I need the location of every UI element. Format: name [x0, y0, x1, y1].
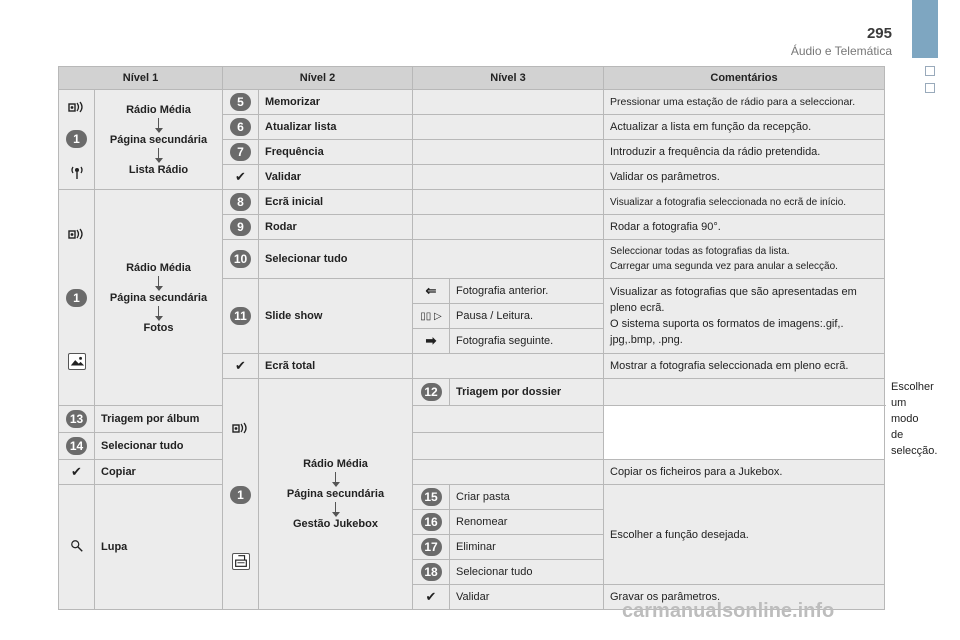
badge-17: 17 — [421, 538, 442, 556]
section-title: Áudio e Telemática — [790, 44, 892, 58]
radio-media-icon — [67, 225, 87, 243]
arrow-right-icon: ➡ — [413, 329, 450, 354]
header-level2: Nível 2 — [223, 67, 413, 90]
table-row — [59, 485, 885, 510]
level2-validar: Validar — [259, 165, 413, 190]
nav-box-1 — [925, 66, 935, 76]
level2-rodar: Rodar — [259, 215, 413, 240]
table-row — [59, 90, 885, 115]
level2-slide-show: Slide show — [259, 279, 413, 354]
comment: Validar os parâmetros. — [604, 165, 885, 190]
comment: Visualizar a fotografia seleccionada no ecrã de início. — [604, 190, 885, 215]
page-number: 295 — [866, 25, 892, 42]
level3-criar-pasta: Criar pasta — [450, 485, 604, 510]
comment: Pressionar uma estação de rádio para a seleccionar. — [604, 90, 885, 115]
table-row — [59, 406, 885, 433]
level1-photos: Fotos — [143, 321, 174, 334]
badge-7: 7 — [230, 143, 251, 161]
level1-radio-list: Lista Rádio — [128, 163, 189, 176]
level2-memorizar: Memorizar — [259, 90, 413, 115]
table-row — [59, 433, 885, 460]
jukebox-icon — [232, 553, 250, 570]
header-comments: Comentários — [604, 67, 885, 90]
check-icon: ✔ — [223, 165, 259, 190]
level1-radio-media: Rádio Média — [303, 458, 368, 470]
badge-9: 9 — [230, 218, 251, 236]
arrow-down-icon — [158, 148, 159, 162]
header-level3: Nível 3 — [413, 67, 604, 90]
level3-eliminar: Eliminar — [450, 535, 604, 560]
arrow-down-icon — [158, 276, 159, 290]
badge-11: 11 — [230, 307, 251, 325]
check-icon: ✔ — [59, 460, 95, 485]
level1-secondary-page: Página secundária — [109, 133, 208, 146]
badge-1: 1 — [66, 289, 87, 307]
table-header-row — [59, 67, 885, 90]
group1-level1 — [95, 90, 223, 190]
badge-1: 1 — [66, 130, 87, 148]
level2-selecionar-tudo: Selecionar tudo — [259, 240, 413, 279]
level3-renomear: Renomear — [450, 510, 604, 535]
badge-12: 12 — [421, 383, 442, 401]
level2-frequencia: Frequência — [259, 140, 413, 165]
level3-validar: Validar — [450, 585, 604, 610]
comment: Seleccionar todas as fotografias da lista. Carregar uma segunda vez para anular a selecção. — [604, 240, 885, 279]
group1-icons — [59, 90, 95, 190]
comment: Actualizar a lista em função da recepção. — [604, 115, 885, 140]
level2-ecra-inicial: Ecrã inicial — [259, 190, 413, 215]
comment: Introduzir a frequência da rádio pretendida. — [604, 140, 885, 165]
watermark: carmanualsonline.info — [622, 600, 835, 622]
level1-secondary-page: Página secundária — [109, 291, 208, 304]
badge-6: 6 — [230, 118, 251, 136]
comment: Gravar os parâmetros. — [604, 585, 885, 610]
comment-function: Escolher a função desejada. — [604, 485, 885, 585]
level3-previous-photo: Fotografia anterior. — [450, 279, 604, 304]
badge-5: 5 — [230, 93, 251, 111]
pause-play-icon: ▯▯ ▷ — [413, 304, 450, 329]
table-row — [59, 190, 885, 215]
level2-triagem-dossier: Triagem por dossier — [450, 379, 604, 406]
level2-atualizar-lista: Atualizar lista — [259, 115, 413, 140]
arrow-down-icon — [335, 472, 336, 486]
level1-radio-media: Rádio Média — [126, 103, 191, 116]
arrow-down-icon — [158, 306, 159, 320]
arrow-down-icon — [158, 118, 159, 132]
group3-icons — [223, 379, 259, 610]
comment: Mostrar a fotografia seleccionada em pleno ecrã. — [604, 354, 885, 379]
level2-copiar: Copiar — [95, 460, 223, 485]
level3-next-photo: Fotografia seguinte. — [450, 329, 604, 354]
level2-triagem-album: Triagem por álbum — [95, 406, 223, 433]
level2-selecionar-tudo: Selecionar tudo — [95, 433, 223, 460]
table-row — [59, 460, 885, 485]
badge-1: 1 — [230, 486, 251, 504]
level2-lupa: Lupa — [95, 485, 223, 610]
check-icon: ✔ — [413, 585, 450, 610]
comment: Rodar a fotografia 90°. — [604, 215, 885, 240]
radio-media-icon — [67, 98, 87, 116]
level1-secondary-page: Página secundária — [286, 488, 385, 500]
comment: Visualizar as fotografias que são apresentadas em pleno ecrã. O sistema suporta os formatos de imagens:.gif,. jpg,.bmp, .png. — [604, 279, 885, 354]
badge-15: 15 — [421, 488, 442, 506]
check-icon: ✔ — [223, 354, 259, 379]
table-row: 1 Rádio Média Página secundária Gestão Jukebox 12 Triagem por dossier Escolher um modo de selecção. — [59, 379, 885, 406]
level3-pause-play: Pausa / Leitura. — [450, 304, 604, 329]
nav-box-2 — [925, 83, 935, 93]
group2-level1 — [95, 190, 223, 406]
arrow-left-icon: ⇐ — [413, 279, 450, 304]
chapter-tab — [912, 0, 938, 58]
level3-selecionar-tudo: Selecionar tudo — [450, 560, 604, 585]
badge-8: 8 — [230, 193, 251, 211]
comment: Copiar os ficheiros para a Jukebox. — [604, 460, 885, 485]
header-level1: Nível 1 — [59, 67, 223, 90]
badge-10: 10 — [230, 250, 251, 268]
group3-level1 — [259, 379, 413, 610]
radio-media-icon — [231, 419, 251, 437]
photos-icon — [68, 353, 86, 370]
arrow-down-icon — [335, 502, 336, 516]
badge-18: 18 — [421, 563, 442, 581]
badge-13: 13 — [66, 410, 87, 428]
badge-16: 16 — [421, 513, 442, 531]
group2-icons — [59, 190, 95, 406]
magnifier-icon — [59, 485, 95, 610]
badge-14: 14 — [66, 437, 87, 455]
radio-station-icon — [67, 163, 87, 181]
level1-radio-media: Rádio Média — [126, 261, 191, 274]
level1-jukebox-management: Gestão Jukebox — [293, 518, 378, 530]
level2-ecra-total: Ecrã total — [259, 354, 413, 379]
menu-table — [58, 66, 938, 610]
